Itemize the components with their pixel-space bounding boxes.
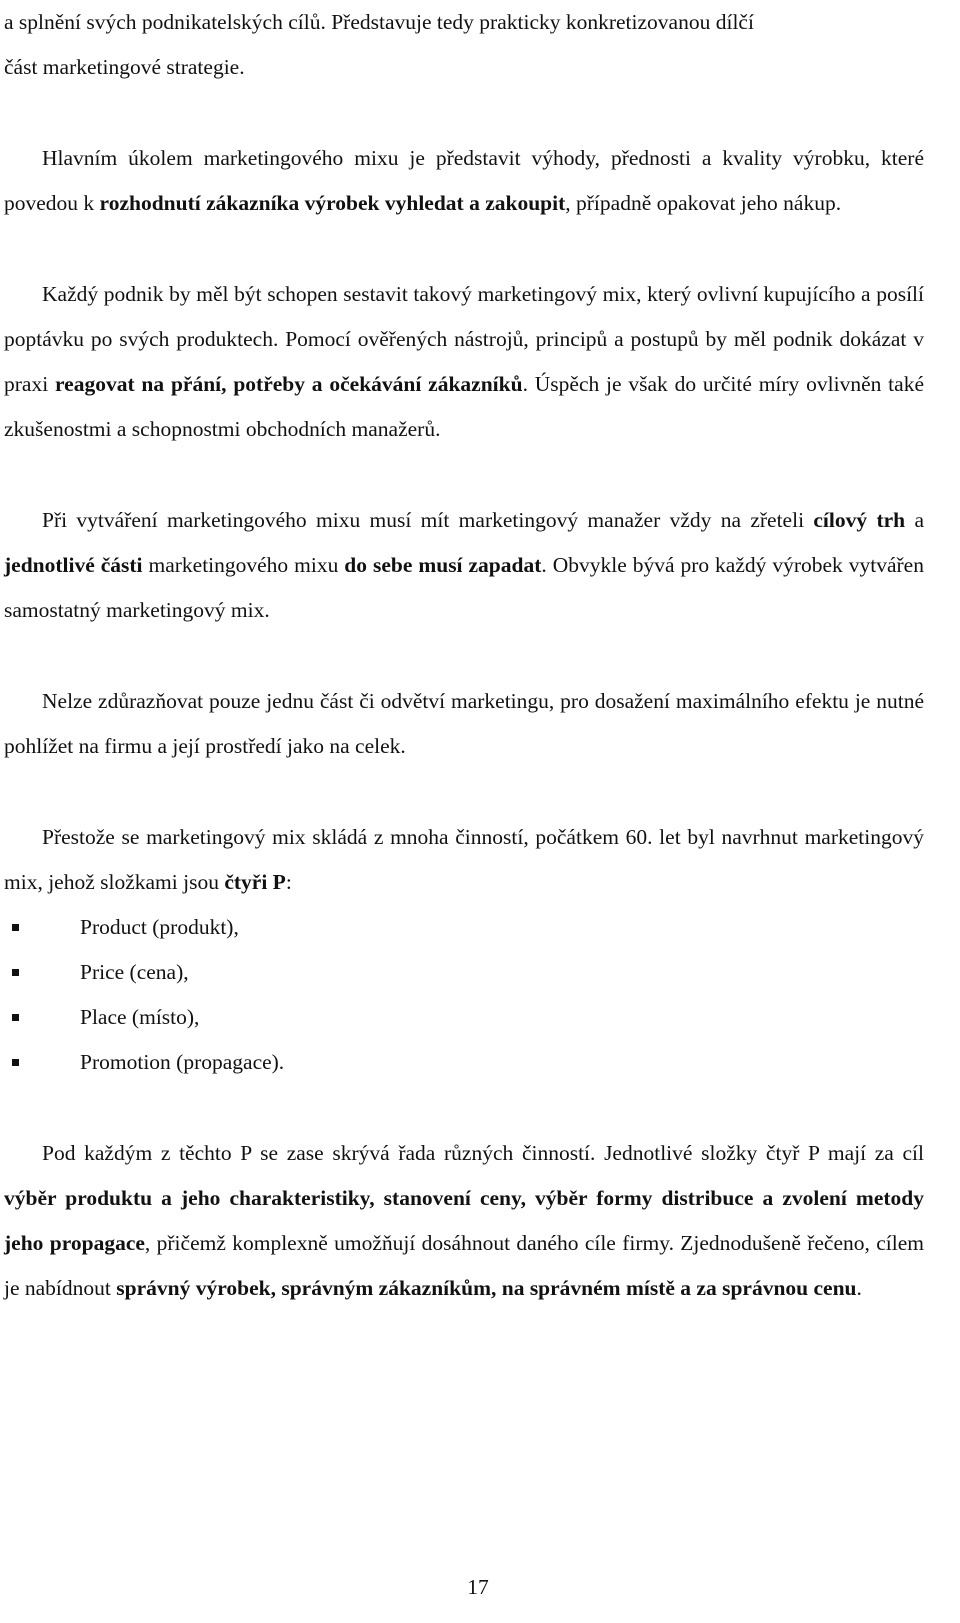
square-bullet-icon <box>12 1059 19 1066</box>
page-number: 17 <box>467 1575 489 1599</box>
bold-text-run: jednotlivé části <box>4 553 143 577</box>
text-run: Přestože se marketingový mix skládá z mnoha činností, počátkem 60. let byl navrhnut marketingový mix, jehož složkami jsou <box>4 825 924 894</box>
text-run: : <box>285 870 292 894</box>
list-item-text: Place (místo), <box>80 1005 200 1029</box>
bold-text-run: správný výrobek, správným zákazníkům, na správném místě a za správnou cenu <box>116 1276 857 1300</box>
bold-text-run: reagovat na přání, potřeby a očekávání zákazníků <box>55 372 523 396</box>
bold-text-run: rozhodnutí zákazníka výrobek vyhledat a zakoupit <box>99 191 566 215</box>
bold-text-run: cílový trh <box>813 508 906 532</box>
list-item-text: Promotion (propagace). <box>80 1050 285 1074</box>
bold-text-run: čtyři P <box>224 870 286 894</box>
text-run: marketingového mixu <box>142 553 345 577</box>
text-run: Pod každým z těchto P se zase skrývá řada různých činností. Jednotlivé složky čtyř P mají za cíl <box>42 1141 924 1165</box>
square-bullet-icon <box>12 924 19 931</box>
text-run: Každý podnik by měl být schopen sestavit takový marketingový mix, který ovlivní kupujícího a posílí poptávku po svých produktech. Pomocí ověřených nástrojů, principů a postupů by měl podnik dokázat v praxi <box>4 282 924 396</box>
paragraph-company-mix <box>4 272 924 452</box>
paragraph-creating-mix <box>4 498 924 633</box>
paragraph-marketing-mix-task <box>4 136 924 226</box>
text-run: a <box>905 508 925 532</box>
text-run: . Obvykle bývá pro každý výrobek vytvářen samostatný marketingový mix. <box>4 553 924 622</box>
text-run: Nelze zdůrazňovat pouze jednu část či odvětví marketingu, pro dosažení maximálního efektu je nutné pohlížet na firmu a její prostředí jako na celek. <box>4 689 924 758</box>
text-line: část marketingové strategie. <box>4 55 245 79</box>
list-item <box>4 995 924 1040</box>
text-run: Hlavním úkolem marketingového mixu je představit výhody, přednosti a kvality výrobku, které povedou k <box>4 146 924 215</box>
text-run: . <box>856 1276 862 1300</box>
square-bullet-icon <box>12 969 19 976</box>
square-bullet-icon <box>12 1014 19 1021</box>
text-run: , případně opakovat jeho nákup. <box>565 191 842 215</box>
list-item-text: Product (produkt), <box>80 915 239 939</box>
paragraph-four-p-intro <box>4 815 924 905</box>
four-p-list <box>4 905 924 1085</box>
bold-text-run: výběr produktu a jeho charakteristiky, stanovení ceny, výběr formy distribuce a zvolení metody jeho propagace <box>4 1186 924 1255</box>
text-run: , přičemž komplexně umožňují dosáhnout daného cíle firmy. Zjednodušeně řečeno, cílem je nabídnout <box>4 1231 924 1300</box>
bold-text-run: do sebe musí zapadat <box>344 553 542 577</box>
list-item <box>4 950 924 995</box>
paragraph-whole-firm <box>4 679 924 769</box>
list-item <box>4 1040 924 1085</box>
text-run: . Úspěch je však do určité míry ovlivněn také zkušenostmi a schopnostmi obchodních manažerů. <box>4 372 924 441</box>
document-page <box>4 0 924 1311</box>
list-item <box>4 905 924 950</box>
text-run: Při vytváření marketingového mixu musí mít marketingový manažer vždy na zřeteli <box>42 508 814 532</box>
text-line: a splnění svých podnikatelských cílů. Představuje tedy prakticky konkretizovanou dílčí <box>4 10 754 34</box>
paragraph-four-p-goals <box>4 1131 924 1311</box>
list-item-text: Price (cena), <box>80 960 189 984</box>
paragraph-continuation <box>4 0 924 90</box>
